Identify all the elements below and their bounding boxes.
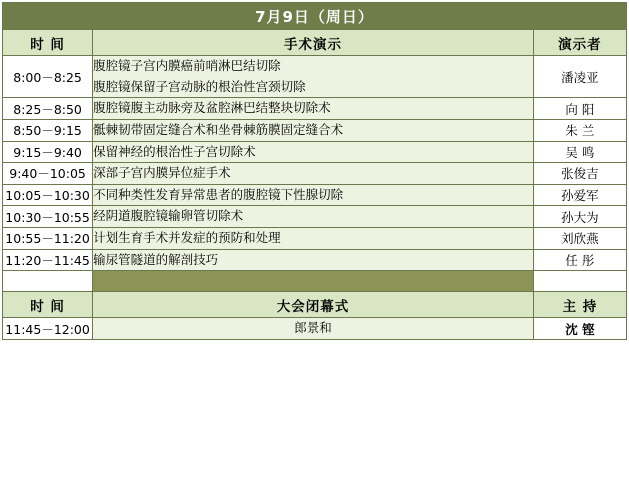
topic-line: 输尿管隧道的解剖技巧 xyxy=(93,251,219,267)
topic-line: 骶棘韧带固定缝合术和坐骨棘筋膜固定缝合术 xyxy=(93,121,344,137)
table-row xyxy=(3,228,627,250)
row-speaker: 潘凌亚 xyxy=(533,56,626,98)
divider-cell-left xyxy=(3,271,93,292)
row-topic xyxy=(93,184,534,206)
row-topic xyxy=(93,163,534,185)
row-speaker: 孙爱军 xyxy=(533,184,626,206)
row-topic xyxy=(93,98,534,120)
closing-column-header-time: 时 间 xyxy=(3,292,93,318)
row-time: 9:15－9:40 xyxy=(3,141,93,163)
row-speaker: 孙大为 xyxy=(533,206,626,228)
row-speaker: 沈 铿 xyxy=(533,318,626,340)
section-divider-row xyxy=(3,271,627,292)
row-topic: 郎景和 xyxy=(93,318,534,340)
table-row xyxy=(3,56,627,98)
closing-column-header-topic: 大会闭幕式 xyxy=(93,292,534,318)
row-speaker: 张俊吉 xyxy=(533,163,626,185)
divider-cell-right xyxy=(533,271,626,292)
column-header-speaker: 演示者 xyxy=(533,30,626,56)
closing-header-row xyxy=(3,292,627,318)
conference-schedule-table xyxy=(2,2,627,340)
row-time: 8:00－8:25 xyxy=(3,56,93,98)
row-time: 9:40－10:05 xyxy=(3,163,93,185)
row-time: 8:25－8:50 xyxy=(3,98,93,120)
table-row xyxy=(3,184,627,206)
table-row xyxy=(3,249,627,271)
topic-line: 经阴道腹腔镜输卵管切除术 xyxy=(93,208,244,224)
row-topic xyxy=(93,119,534,141)
table-row xyxy=(3,141,627,163)
row-topic xyxy=(93,141,534,163)
topic-line: 不同种类性发育异常患者的腹腔镜下性腺切除 xyxy=(93,186,344,202)
row-speaker: 吴 鸣 xyxy=(533,141,626,163)
row-speaker: 刘欣燕 xyxy=(533,228,626,250)
table-row xyxy=(3,318,627,340)
table-row xyxy=(3,163,627,185)
row-topic xyxy=(93,228,534,250)
row-speaker: 朱 兰 xyxy=(533,119,626,141)
topic-line: 计划生育手术并发症的预防和处理 xyxy=(93,230,281,245)
title-row xyxy=(3,3,627,30)
column-header-topic: 手术演示 xyxy=(93,30,534,56)
row-time: 11:20－11:45 xyxy=(3,249,93,271)
row-speaker: 任 彤 xyxy=(533,249,626,271)
header-row xyxy=(3,30,627,56)
table-row xyxy=(3,206,627,228)
row-time: 8:50－9:15 xyxy=(3,119,93,141)
row-time: 10:05－10:30 xyxy=(3,184,93,206)
page-title: 7月9日（周日） xyxy=(3,3,627,30)
column-header-time: 时 间 xyxy=(3,30,93,56)
topic-line: 腹腔镜腹主动脉旁及盆腔淋巴结整块切除术 xyxy=(93,100,331,116)
table-row xyxy=(3,98,627,120)
topic-line: 腹腔镜保留子宫动脉的根治性宫颈切除 xyxy=(93,78,306,94)
row-topic xyxy=(93,56,534,98)
row-topic xyxy=(93,206,534,228)
divider-cell-middle xyxy=(93,271,534,292)
topic-line: 深部子宫内膜异位症手术 xyxy=(93,165,231,181)
table-row xyxy=(3,119,627,141)
closing-column-header-speaker: 主 持 xyxy=(533,292,626,318)
topic-line: 保留神经的根治性子宫切除术 xyxy=(93,143,256,159)
row-time: 11:45－12:00 xyxy=(3,318,93,340)
row-speaker: 向 阳 xyxy=(533,98,626,120)
row-time: 10:30－10:55 xyxy=(3,206,93,228)
row-time: 10:55－11:20 xyxy=(3,228,93,250)
topic-line: 腹腔镜子宫内膜癌前哨淋巴结切除 xyxy=(93,58,281,73)
row-topic xyxy=(93,249,534,271)
